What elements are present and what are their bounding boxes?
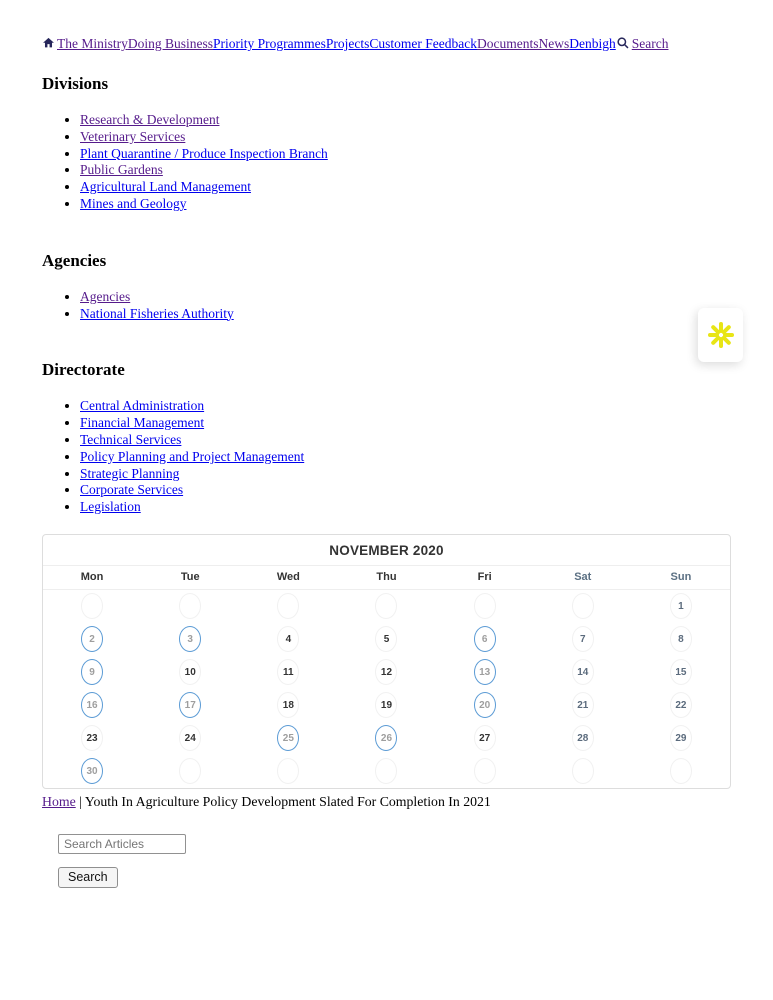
calendar-day-3[interactable]: 3	[179, 626, 201, 652]
calendar-cell	[337, 590, 435, 623]
calendar-weekday-row	[43, 566, 730, 590]
nav-link-the-ministry[interactable]: The Ministry	[57, 36, 128, 51]
calendar-day-14[interactable]: 14	[572, 659, 594, 685]
calendar-cell	[43, 623, 141, 656]
calendar-day-6[interactable]: 6	[474, 626, 496, 652]
calendar-day-17[interactable]: 17	[179, 692, 201, 718]
link-central-administration[interactable]: Central Administration	[80, 398, 205, 414]
calendar-day-10[interactable]: 10	[179, 659, 201, 685]
calendar-cell	[534, 755, 632, 788]
calendar-day-2[interactable]: 2	[81, 626, 103, 652]
calendar-day-25[interactable]: 25	[277, 725, 299, 751]
calendar-day-8[interactable]: 8	[670, 626, 692, 652]
calendar-day-empty	[277, 593, 299, 619]
top-nav	[42, 36, 731, 51]
calendar-day-empty	[277, 758, 299, 784]
search-input[interactable]	[58, 834, 186, 854]
calendar-day-16[interactable]: 16	[81, 692, 103, 718]
calendar-cell	[436, 722, 534, 755]
calendar-cell	[534, 656, 632, 689]
calendar-cell	[239, 755, 337, 788]
search-button[interactable]: Search	[58, 867, 118, 888]
calendar-cell	[239, 656, 337, 689]
calendar-cell	[337, 689, 435, 722]
calendar-cell	[141, 689, 239, 722]
list-item	[80, 398, 731, 415]
calendar-day-empty	[375, 593, 397, 619]
calendar-day-empty	[474, 593, 496, 619]
link-research-development[interactable]: Research & Development	[80, 112, 220, 127]
calendar-day-4[interactable]: 4	[277, 626, 299, 652]
list-item	[80, 306, 731, 323]
calendar-cell	[239, 722, 337, 755]
calendar-day-29[interactable]: 29	[670, 725, 692, 751]
list-item	[80, 499, 731, 516]
breadcrumb	[42, 794, 731, 810]
calendar-cell	[239, 689, 337, 722]
calendar-cell	[141, 623, 239, 656]
calendar-cell	[43, 689, 141, 722]
calendar-day-11[interactable]: 11	[277, 659, 299, 685]
link-public-gardens[interactable]: Public Gardens	[80, 162, 163, 178]
link-agricultural-land-management[interactable]: Agricultural Land Management	[80, 179, 251, 195]
list-item	[80, 112, 731, 129]
calendar-cell	[337, 755, 435, 788]
nav-link-doing-business[interactable]: Doing Business	[127, 36, 214, 51]
calendar-day-7[interactable]: 7	[572, 626, 594, 652]
calendar-cell	[632, 623, 730, 656]
calendar-cell	[43, 590, 141, 623]
link-legislation[interactable]: Legislation	[80, 499, 141, 515]
floating-widget-button[interactable]	[698, 308, 743, 362]
weekday-label-thu: Thu	[376, 570, 397, 583]
link-financial-management[interactable]: Financial Management	[80, 415, 205, 431]
calendar-cell	[534, 623, 632, 656]
nav-link-documents[interactable]: Documents	[477, 36, 539, 51]
weekday-label-sat: Sat	[574, 570, 592, 583]
asterisk-icon	[707, 321, 735, 349]
section-heading-directorate: Directorate	[42, 360, 125, 380]
calendar-day-22[interactable]: 22	[670, 692, 692, 718]
section-list-agencies	[42, 289, 731, 323]
section-list-directorate	[42, 398, 731, 516]
calendar-cell	[141, 590, 239, 623]
calendar-cell	[436, 689, 534, 722]
nav-link-customer-feedback[interactable]: Customer Feedback	[369, 36, 477, 51]
calendar-cell	[141, 722, 239, 755]
weekday-label-sun: Sun	[670, 570, 692, 583]
calendar-cell	[337, 623, 435, 656]
home-icon-link[interactable]	[42, 36, 55, 51]
link-technical-services[interactable]: Technical Services	[80, 431, 182, 447]
link-agencies[interactable]: Agencies	[80, 288, 131, 304]
weekday-label-mon: Mon	[80, 570, 104, 583]
breadcrumb-separator: |	[79, 793, 82, 809]
home-icon	[42, 36, 55, 49]
calendar-day-24[interactable]: 24	[179, 725, 201, 751]
list-item	[80, 146, 731, 163]
calendar-day-12[interactable]: 12	[375, 659, 397, 685]
calendar-cell	[632, 656, 730, 689]
calendar	[42, 534, 731, 789]
section-heading-divisions: Divisions	[42, 74, 109, 93]
calendar-day-empty	[179, 593, 201, 619]
calendar-cell	[436, 590, 534, 623]
nav-link-search[interactable]: Search	[631, 36, 669, 51]
calendar-day-21[interactable]: 21	[572, 692, 594, 718]
calendar-grid	[43, 590, 730, 788]
list-item	[80, 466, 731, 483]
calendar-cell	[43, 656, 141, 689]
calendar-cell	[337, 722, 435, 755]
list-item	[80, 415, 731, 432]
nav-link-news[interactable]: News	[538, 36, 570, 51]
calendar-day-1[interactable]: 1	[670, 593, 692, 619]
link-sections	[42, 74, 731, 516]
calendar-cell	[534, 590, 632, 623]
calendar-day-30[interactable]: 30	[81, 758, 103, 784]
calendar-day-19[interactable]: 19	[375, 692, 397, 718]
calendar-day-23[interactable]: 23	[81, 725, 103, 751]
calendar-cell	[141, 755, 239, 788]
calendar-cell	[43, 755, 141, 788]
nav-link-denbigh[interactable]: Denbigh	[569, 36, 616, 51]
calendar-cell	[534, 689, 632, 722]
calendar-day-18[interactable]: 18	[277, 692, 299, 718]
page-title: Youth In Agriculture Policy Development Slated For Completion In 2021	[84, 793, 491, 809]
calendar-day-13[interactable]: 13	[474, 659, 496, 685]
calendar-day-empty	[670, 758, 692, 784]
calendar-day-empty	[572, 593, 594, 619]
section-list-divisions	[42, 112, 731, 213]
link-mines-and-geology[interactable]: Mines and Geology	[80, 195, 187, 211]
calendar-cell	[632, 722, 730, 755]
calendar-day-5[interactable]: 5	[375, 626, 397, 652]
calendar-day-15[interactable]: 15	[670, 659, 692, 685]
calendar-day-20[interactable]: 20	[474, 692, 496, 718]
calendar-day-27[interactable]: 27	[474, 725, 496, 751]
calendar-cell	[43, 722, 141, 755]
calendar-cell	[632, 755, 730, 788]
weekday-label-tue: Tue	[180, 570, 200, 583]
search-icon-link[interactable]	[616, 36, 630, 51]
link-plant-quarantine-produce-inspection-branch[interactable]: Plant Quarantine / Produce Inspection Branch	[80, 145, 328, 161]
calendar-day-28[interactable]: 28	[572, 725, 594, 751]
section-heading-agencies: Agencies	[42, 250, 107, 270]
calendar-cell	[436, 623, 534, 656]
list-item	[80, 179, 731, 196]
breadcrumb-home-link[interactable]: Home	[42, 793, 76, 809]
calendar-cell	[632, 590, 730, 623]
calendar-day-empty	[474, 758, 496, 784]
list-item	[80, 432, 731, 449]
link-corporate-services[interactable]: Corporate Services	[80, 482, 184, 498]
calendar-day-26[interactable]: 26	[375, 725, 397, 751]
calendar-day-empty	[81, 593, 103, 619]
calendar-day-empty	[572, 758, 594, 784]
calendar-cell	[534, 722, 632, 755]
list-item	[80, 482, 731, 499]
link-policy-planning-and-project-management[interactable]: Policy Planning and Project Management	[80, 448, 305, 464]
nav-link-priority-programmes[interactable]: Priority Programmes	[213, 36, 326, 51]
nav-link-projects[interactable]: Projects	[325, 36, 370, 51]
list-item	[80, 129, 731, 146]
list-item	[80, 162, 731, 179]
weekday-label-fri: Fri	[477, 570, 492, 583]
calendar-day-empty	[375, 758, 397, 784]
calendar-day-empty	[179, 758, 201, 784]
link-veterinary-services[interactable]: Veterinary Services	[80, 128, 186, 144]
calendar-cell	[239, 623, 337, 656]
list-item	[80, 289, 731, 306]
link-national-fisheries-authority[interactable]: National Fisheries Authority	[80, 305, 234, 321]
calendar-cell	[436, 656, 534, 689]
calendar-title: NOVEMBER 2020	[43, 535, 730, 566]
calendar-cell	[141, 656, 239, 689]
article-search-form	[58, 834, 731, 888]
calendar-cell	[239, 590, 337, 623]
calendar-cell	[337, 656, 435, 689]
weekday-label-wed: Wed	[276, 570, 300, 583]
calendar-day-9[interactable]: 9	[81, 659, 103, 685]
search-icon	[616, 36, 630, 50]
calendar-cell	[632, 689, 730, 722]
link-strategic-planning[interactable]: Strategic Planning	[80, 465, 180, 481]
list-item	[80, 449, 731, 466]
list-item	[80, 196, 731, 213]
calendar-cell	[436, 755, 534, 788]
